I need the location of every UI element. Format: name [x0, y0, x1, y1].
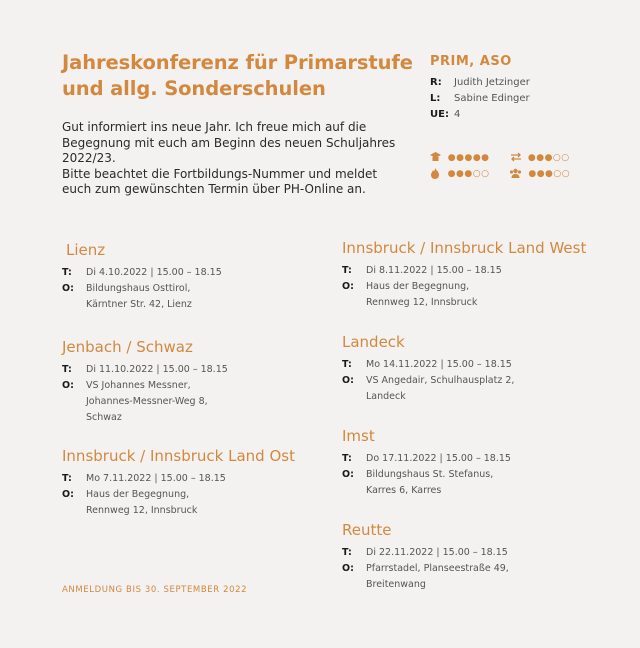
place-label: O: [342, 281, 354, 292]
meta-value: Judith Jetzinger [454, 77, 530, 88]
location-date: Mo 7.11.2022 | 15.00 – 18.15 [86, 473, 226, 484]
location-name: Innsbruck / Innsbruck Land Ost [62, 447, 295, 465]
location-place: Haus der Begegnung, Rennweg 12, Innsbruck [86, 489, 198, 516]
location-place: Pfarrstadel, Planseestraße 49, Breitenwang [366, 563, 509, 590]
place-label: O: [62, 489, 74, 500]
place-label: O: [62, 283, 74, 294]
time-label: T: [342, 359, 352, 370]
location-place: VS Angedair, Schulhausplatz 2, Landeck [366, 375, 515, 402]
rating-dots: ●●●●● [447, 153, 490, 163]
location-name: Reutte [342, 521, 392, 539]
intro-text [62, 120, 402, 198]
location-block-lienz [62, 241, 322, 313]
meta-key: L: [430, 93, 441, 104]
meta-row-ue [430, 107, 610, 123]
target-group: PRIM, ASO [430, 54, 512, 69]
flame-icon [430, 168, 442, 180]
location-block-innsbruck-ost [62, 447, 322, 519]
time-label: T: [62, 364, 72, 375]
rating-dots: ●●●○○ [528, 169, 571, 179]
meta-value: 4 [454, 109, 461, 120]
location-date: Di 22.11.2022 | 15.00 – 18.15 [366, 547, 508, 558]
registration-deadline: ANMELDUNG BIS 30. SEPTEMBER 2022 [62, 585, 248, 595]
intro-line-1: Gut informiert ins neue Jahr. Ich freue mich auf die Begegnung mit euch am Beginn des neuen Schuljahres 2022/23. [62, 120, 396, 165]
place-label: O: [342, 469, 354, 480]
location-date: Di 4.10.2022 | 15.00 – 18.15 [86, 267, 222, 278]
location-date: Di 8.11.2022 | 15.00 – 18.15 [366, 265, 502, 276]
group-icon [509, 168, 522, 180]
time-label: T: [62, 473, 72, 484]
location-name: Innsbruck / Innsbruck Land West [342, 239, 587, 257]
location-block-jenbach [62, 338, 322, 426]
place-label: O: [342, 375, 354, 386]
time-label: T: [62, 267, 72, 278]
time-label: T: [342, 265, 352, 276]
location-place: Bildungshaus Osttirol, Kärntner Str. 42, Lienz [86, 283, 192, 310]
rating-row [430, 166, 580, 182]
location-name: Jenbach / Schwaz [62, 338, 193, 356]
location-date: Di 11.10.2022 | 15.00 – 18.15 [86, 364, 228, 375]
location-block-landeck [342, 333, 602, 405]
place-label: O: [342, 563, 354, 574]
intro-line-2: Bitte beachtet die Fortbildungs-Nummer und meldet euch zum gewünschten Termin über PH-Online an. [62, 166, 378, 196]
location-place: VS Johannes Messner, Johannes-Messner-Weg 8, Schwaz [86, 380, 208, 423]
meta-row-referent [430, 75, 610, 91]
rating-row [430, 150, 580, 166]
rating-dots: ●●●○○ [447, 169, 490, 179]
location-name: Landeck [342, 333, 405, 351]
time-label: T: [342, 547, 352, 558]
location-name: Imst [342, 427, 375, 445]
page-title: Jahreskonferenz für Primarstufe und allg. Sonderschulen [62, 51, 413, 100]
location-block-reutte [342, 521, 602, 593]
place-label: O: [62, 380, 74, 391]
meta-panel [430, 54, 610, 123]
location-name: Lienz [66, 241, 106, 259]
meta-key: UE: [430, 109, 449, 120]
location-block-innsbruck-west [342, 239, 602, 311]
hat-icon [430, 152, 442, 164]
location-place: Bildungshaus St. Stefanus, Karres 6, Karres [366, 469, 494, 496]
location-block-imst [342, 427, 602, 499]
rating-grid [430, 150, 580, 182]
rating-dots: ●●●○○ [527, 153, 570, 163]
location-date: Mo 14.11.2022 | 15.00 – 18.15 [366, 359, 512, 370]
location-date: Do 17.11.2022 | 15.00 – 18.15 [366, 453, 511, 464]
time-label: T: [342, 453, 352, 464]
meta-value: Sabine Edinger [454, 93, 530, 104]
location-place: Haus der Begegnung, Rennweg 12, Innsbruck [366, 281, 478, 308]
arrows-icon [510, 152, 522, 164]
meta-row-leitung [430, 91, 610, 107]
meta-key: R: [430, 77, 442, 88]
